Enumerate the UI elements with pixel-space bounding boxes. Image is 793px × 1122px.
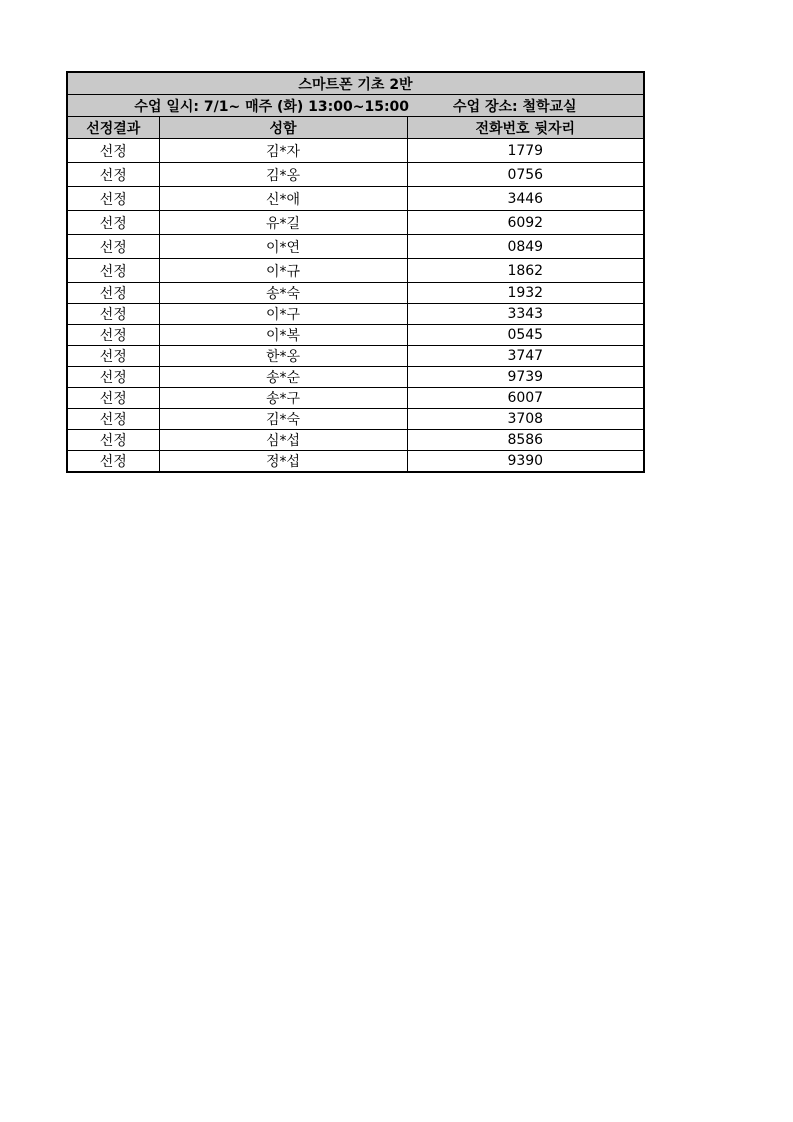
table-row xyxy=(67,325,644,346)
cell-name: 이*연 xyxy=(159,235,407,259)
cell-phone: 3708 xyxy=(407,409,644,430)
cell-result: 선정 xyxy=(67,409,159,430)
cell-result: 선정 xyxy=(67,430,159,451)
table-row xyxy=(67,187,644,211)
class-schedule: 수업 일시: 7/1~ 매주 (화) 13:00~15:00 xyxy=(134,98,410,115)
cell-result: 선정 xyxy=(67,451,159,473)
cell-name: 이*구 xyxy=(159,304,407,325)
header-row xyxy=(67,117,644,139)
cell-name: 정*섭 xyxy=(159,451,407,473)
table-row xyxy=(67,367,644,388)
cell-name: 김*숙 xyxy=(159,409,407,430)
cell-name: 한*옹 xyxy=(159,346,407,367)
cell-result: 선정 xyxy=(67,259,159,283)
column-header-phone: 전화번호 뒷자리 xyxy=(407,117,644,139)
column-header-name: 성함 xyxy=(159,117,407,139)
table-title-row xyxy=(67,72,644,95)
cell-phone: 1862 xyxy=(407,259,644,283)
table-body xyxy=(67,139,644,473)
cell-name: 신*애 xyxy=(159,187,407,211)
cell-phone: 0545 xyxy=(407,325,644,346)
cell-name: 이*복 xyxy=(159,325,407,346)
table-row xyxy=(67,346,644,367)
cell-phone: 8586 xyxy=(407,430,644,451)
cell-result: 선정 xyxy=(67,163,159,187)
cell-result: 선정 xyxy=(67,187,159,211)
cell-result: 선정 xyxy=(67,283,159,304)
cell-name: 김*옹 xyxy=(159,163,407,187)
cell-result: 선정 xyxy=(67,388,159,409)
table-row xyxy=(67,283,644,304)
table-row xyxy=(67,163,644,187)
cell-result: 선정 xyxy=(67,304,159,325)
cell-phone: 9739 xyxy=(407,367,644,388)
selection-table xyxy=(66,71,645,473)
table-title: 스마트폰 기초 2반 xyxy=(67,72,644,95)
cell-result: 선정 xyxy=(67,211,159,235)
table-row xyxy=(67,304,644,325)
table-row xyxy=(67,211,644,235)
cell-name: 유*길 xyxy=(159,211,407,235)
cell-phone: 6092 xyxy=(407,211,644,235)
cell-result: 선정 xyxy=(67,139,159,163)
cell-name: 김*자 xyxy=(159,139,407,163)
cell-name: 송*순 xyxy=(159,367,407,388)
cell-name: 심*섭 xyxy=(159,430,407,451)
cell-phone: 3446 xyxy=(407,187,644,211)
table-row xyxy=(67,430,644,451)
column-header-result: 선정결과 xyxy=(67,117,159,139)
cell-result: 선정 xyxy=(67,367,159,388)
cell-phone: 3343 xyxy=(407,304,644,325)
cell-result: 선정 xyxy=(67,325,159,346)
cell-result: 선정 xyxy=(67,235,159,259)
cell-phone: 1932 xyxy=(407,283,644,304)
cell-phone: 1779 xyxy=(407,139,644,163)
cell-name: 송*숙 xyxy=(159,283,407,304)
cell-result: 선정 xyxy=(67,346,159,367)
table-row xyxy=(67,388,644,409)
class-info xyxy=(67,95,644,117)
cell-phone: 3747 xyxy=(407,346,644,367)
table-row xyxy=(67,235,644,259)
cell-name: 송*구 xyxy=(159,388,407,409)
cell-phone: 9390 xyxy=(407,451,644,473)
cell-phone: 6007 xyxy=(407,388,644,409)
table-row xyxy=(67,409,644,430)
class-info-row xyxy=(67,95,644,117)
table-row xyxy=(67,451,644,473)
table-row xyxy=(67,139,644,163)
table-row xyxy=(67,259,644,283)
cell-phone: 0849 xyxy=(407,235,644,259)
cell-phone: 0756 xyxy=(407,163,644,187)
cell-name: 이*규 xyxy=(159,259,407,283)
class-location: 수업 장소: 철학교실 xyxy=(453,98,577,115)
